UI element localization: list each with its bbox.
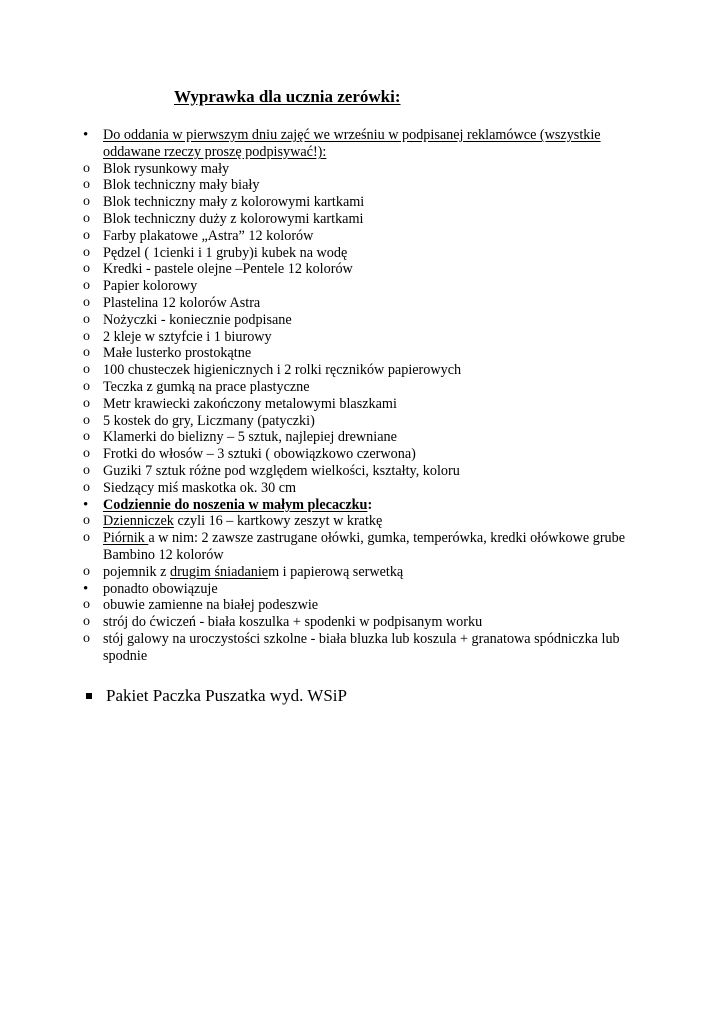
list-item-text: Farby plakatowe „Astra” 12 kolorów [103, 227, 314, 244]
list-item-text: Papier kolorowy [103, 278, 198, 295]
list-item [83, 446, 643, 463]
list-item-text: obuwie zamienne na białej podeszwie [103, 597, 319, 614]
list-item [83, 345, 643, 362]
circle-marker: o [83, 614, 90, 630]
list-item-text: Klamerki do bielizny – 5 sztuk, najlepiej drewniane [103, 429, 397, 446]
list-item-text: Nożyczki - koniecznie podpisane [103, 311, 292, 328]
list-item [83, 480, 643, 497]
circle-marker: o [83, 244, 90, 260]
list-item [83, 295, 643, 312]
list-item [83, 211, 643, 228]
list-item-text: Blok techniczny mały z kolorowymi kartkami [103, 194, 365, 211]
section2-heading-colon: : [367, 496, 373, 513]
circle-marker: o [83, 630, 90, 646]
list-item-text: Metr krawiecki zakończony metalowymi blaszkami [103, 395, 397, 412]
piornik-label: Piórnik [103, 530, 149, 547]
section2-heading-wrap [103, 497, 643, 514]
circle-marker: o [83, 479, 90, 495]
section1-heading-row [83, 127, 643, 161]
section3-heading-row [83, 581, 643, 598]
bullet-marker: • [83, 127, 89, 143]
list-item-text: Kredki - pastele olejne –Pentele 12 kolorów [103, 261, 353, 278]
list-item [83, 379, 643, 396]
list-item-text: strój do ćwiczeń - biała koszulka + spodenki w podpisanym worku [103, 614, 483, 631]
circle-marker: o [83, 328, 90, 344]
circle-marker: o [83, 311, 90, 327]
page-title: Wyprawka dla ucznia zerówki: [174, 87, 401, 106]
list-item-text: 100 chusteczek higienicznych i 2 rolki ręczników papierowych [103, 362, 462, 379]
circle-marker: o [83, 530, 90, 546]
list-item [83, 278, 643, 295]
circle-marker: o [83, 362, 90, 378]
circle-marker: o [83, 395, 90, 411]
list-item [83, 228, 643, 245]
list-item-text: Blok techniczny mały biały [103, 177, 260, 194]
list-item [83, 194, 643, 211]
list-item-text: 2 kleje w sztyfcie i 1 biurowy [103, 328, 272, 345]
section2-heading: Codziennie do noszenia w małym plecaczku [103, 496, 368, 513]
section2-heading-row [83, 497, 643, 514]
dzienniczek-desc: czyli 16 – kartkowy zeszyt w kratkę [173, 513, 383, 530]
circle-marker: o [83, 563, 90, 579]
list-item [83, 161, 643, 178]
circle-marker: o [83, 177, 90, 193]
list-item [83, 261, 643, 278]
list-item-text [103, 530, 643, 564]
list-item [83, 564, 643, 581]
list-item-text [103, 564, 643, 581]
piornik-desc: a w nim: 2 zawsze zastrugane ołówki, gumka, temperówka, kredki ołówkowe grube Bambino 12 kolorów [103, 530, 626, 563]
circle-marker: o [83, 429, 90, 445]
list-item [83, 631, 643, 665]
circle-marker: o [83, 261, 90, 277]
list-item-text: Blok techniczny duży z kolorowymi kartkami [103, 210, 364, 227]
list-item [83, 362, 643, 379]
pojemnik-rest: m i papierową serwetką [268, 563, 404, 580]
list-item-text: Plastelina 12 kolorów Astra [103, 294, 261, 311]
supply-list [83, 127, 643, 665]
pojemnik-prefix: pojemnik z [103, 563, 170, 580]
circle-marker: o [83, 210, 90, 226]
circle-marker: o [83, 462, 90, 478]
list-item [83, 463, 643, 480]
dzienniczek-label: Dzienniczek [103, 513, 174, 530]
list-item-text [103, 513, 643, 530]
list-item-text: Guziki 7 sztuk różne pod względem wielkości, kształty, koloru [103, 462, 460, 479]
list-item-text: Frotki do włosów – 3 sztuki ( obowiązkowo czerwona) [103, 446, 416, 463]
list-item [83, 614, 643, 631]
circle-marker: o [83, 378, 90, 394]
circle-marker: o [83, 227, 90, 243]
circle-marker: o [83, 160, 90, 176]
list-item [83, 413, 643, 430]
final-item: Pakiet Paczka Puszatka wyd. WSiP [106, 686, 347, 705]
list-item-text: Blok rysunkowy mały [103, 160, 230, 177]
list-item [83, 530, 643, 564]
list-item-text: stój galowy na uroczystości szkolne - biała bluzka lub koszula + granatowa spódniczka lub spodnie [103, 630, 620, 664]
section1-heading: Do oddania w pierwszym dniu zajęć we wrześniu w podpisanej reklamówce (wszystkie oddawane rzeczy proszę podpisywać!): [103, 127, 601, 160]
list-item [83, 312, 643, 329]
bullet-marker: • [83, 496, 89, 513]
square-bullet-icon [86, 693, 92, 699]
section1-items [83, 161, 643, 497]
final-item-row [83, 686, 347, 706]
list-item-text: Małe lusterko prostokątne [103, 345, 252, 362]
list-item [83, 177, 643, 194]
circle-marker: o [83, 446, 90, 462]
circle-marker: o [83, 597, 90, 613]
list-item-text: Pędzel ( 1cienki i 1 gruby)i kubek na wodę [103, 244, 348, 261]
circle-marker: o [83, 278, 90, 294]
list-item [83, 245, 643, 262]
list-item [83, 396, 643, 413]
list-item [83, 597, 643, 614]
sniadanie-label: drugim śniadanie [169, 563, 269, 580]
circle-marker: o [83, 412, 90, 428]
list-item [83, 329, 643, 346]
bullet-marker: • [83, 580, 89, 597]
circle-marker: o [83, 513, 90, 529]
list-item-text: Teczka z gumką na prace plastyczne [103, 378, 310, 395]
circle-marker: o [83, 294, 90, 310]
list-item [83, 429, 643, 446]
circle-marker: o [83, 345, 90, 361]
list-item-text: 5 kostek do gry, Liczmany (patyczki) [103, 412, 315, 429]
circle-marker: o [83, 194, 90, 210]
list-item-text: Siedzący miś maskotka ok. 30 cm [103, 479, 297, 496]
section3-heading: ponadto obowiązuje [103, 580, 218, 597]
list-item [83, 513, 643, 530]
